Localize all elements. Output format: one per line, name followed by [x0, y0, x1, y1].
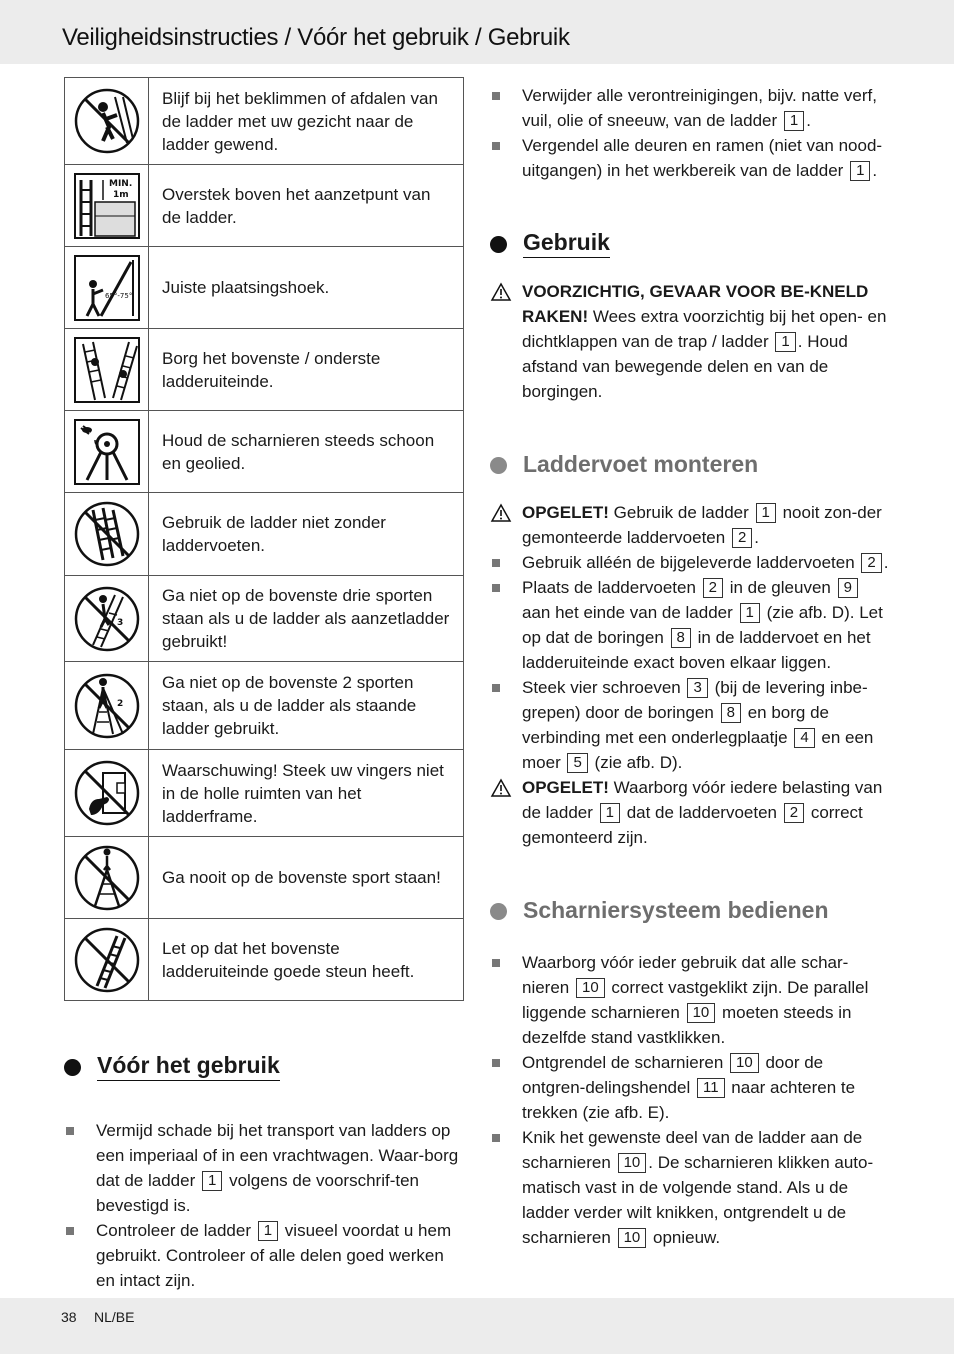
section-heading: Gebruik — [490, 227, 890, 261]
list-item: Knik het gewenste deel van de ladder aan de scharnieren 10 . De scharnieren klikken auto-matisch vast in de volgende stand. Als u de ladder verder wilt knikken, ontgrendelt u de scharnieren 10 opnieuw. — [490, 1125, 890, 1250]
safety-table — [64, 77, 464, 1001]
safety-row — [65, 247, 463, 329]
warning-block: OPGELET! Waarborg vóór iedere belasting van de ladder 1 dat de laddervoeten 2 correct gemonteerd zijn. — [490, 775, 890, 850]
warning-block: VOORZICHTIG, GEVAAR VOOR BE-KNELD RAKEN! Wees extra voorzichtig bij het open- en dichtklappen van de trap / ladder 1 . Houd afstand van bewegende delen en van de borgingen. — [490, 279, 890, 404]
overhang-icon — [65, 165, 149, 246]
part-ref: 3 — [687, 678, 707, 698]
angle-icon — [65, 247, 149, 328]
no-top-three-icon — [65, 576, 149, 661]
part-ref: 2 — [732, 528, 752, 548]
language-code: NL/BE — [94, 1309, 135, 1325]
list-item: Waarborg vóór ieder gebruik dat alle schar-nieren 10 correct vastgeklikt zijn. De parallel liggende scharnieren 10 moeten steeds in dezelfde stand vastklikken. — [490, 950, 890, 1050]
safety-text: Overstek boven het aanzetpunt van de ladder. — [162, 184, 431, 227]
svg-text:65°-75°: 65°-75° — [104, 291, 132, 300]
page-title: Veiligheidsinstructies / Vóór het gebruik / Gebruik — [62, 24, 570, 51]
safety-text: Let op dat het bovenste ladderuiteinde goede steun heeft. — [162, 938, 415, 981]
safety-text: Waarschuwing! Steek uw vingers niet in de holle ruimten van het ladderframe. — [162, 760, 444, 826]
part-ref: 1 — [740, 603, 760, 623]
svg-text:3: 3 — [116, 617, 123, 628]
no-top-two-icon — [65, 662, 149, 749]
section-heading: Vóór het gebruik — [64, 1050, 464, 1084]
part-ref: 10 — [618, 1153, 647, 1173]
part-ref: 5 — [567, 753, 587, 773]
part-ref: 2 — [861, 553, 881, 573]
no-top-step-icon — [65, 837, 149, 918]
part-ref: 10 — [730, 1053, 759, 1073]
safety-row — [65, 576, 463, 662]
safety-row — [65, 411, 463, 493]
safety-text: Juiste plaatsingshoek. — [162, 278, 330, 297]
list-item: Vergendel alle deuren en ramen (niet van nood-uitgangen) in het werkbereik van de ladder 1 . — [490, 133, 890, 183]
safety-row — [65, 165, 463, 247]
list-item: Ontgrendel de scharnieren 10 door de ontgren-delingshendel 11 naar achteren te trekken (zie afb. E). — [490, 1050, 890, 1125]
before-use-section — [64, 1050, 464, 1293]
bullet-dot-icon — [490, 457, 507, 474]
warning-triangle-icon — [490, 503, 512, 523]
safety-text: Houd de scharnieren steeds schoon en geolied. — [162, 430, 435, 473]
safety-row — [65, 750, 463, 837]
safety-row — [65, 329, 463, 411]
safety-text: Gebruik de ladder niet zonder laddervoeten. — [162, 513, 386, 555]
warning-triangle-icon — [490, 282, 512, 302]
svg-text:1m: 1m — [112, 189, 129, 200]
part-ref: 2 — [784, 803, 804, 823]
part-ref: 1 — [756, 503, 776, 523]
part-ref: 4 — [794, 728, 814, 748]
page-number: 38 — [61, 1309, 77, 1325]
safety-text: Blijf bij het beklimmen of afdalen van de ladder met uw gezicht naar de ladder gewend. — [162, 88, 438, 154]
svg-text:MIN.: MIN. — [108, 178, 132, 189]
list-item: Plaats de laddervoeten 2 in de gleuven 9 aan het einde van de ladder 1 (zie afb. D). Let op dat de boringen 8 in de laddervoet en het ladderuiteinde exact boven elkaar liggen. — [490, 575, 890, 675]
part-ref: 1 — [850, 161, 870, 181]
part-ref: 11 — [697, 1078, 725, 1098]
part-ref: 1 — [775, 332, 795, 352]
safety-text: Borg het bovenste / onderste ladderuiteinde. — [162, 348, 381, 391]
safety-row — [65, 837, 463, 919]
part-ref: 1 — [202, 1171, 222, 1191]
safety-text: Ga niet op de bovenste 2 sporten staan, als u de ladder als staande ladder gebruikt. — [162, 673, 417, 738]
secure-ends-icon — [65, 329, 149, 410]
list-item: Steek vier schroeven 3 (bij de levering inbe-grepen) door de boringen 8 en borg de verbinding met een onderlegplaatje 4 en een moer 5 (zie afb. D). — [490, 675, 890, 775]
bullet-dot-icon — [64, 1059, 81, 1076]
part-ref: 8 — [721, 703, 741, 723]
list-item: Gebruik alléén de bijgeleverde laddervoeten 2 . — [490, 550, 890, 575]
footer-bar — [0, 1298, 954, 1354]
bullet-dot-icon — [490, 903, 507, 920]
warning-triangle-icon — [490, 778, 512, 798]
part-ref: 2 — [703, 578, 723, 598]
part-ref: 10 — [576, 978, 605, 998]
list-item: Vermijd schade bij het transport van ladders op een imperiaal of in een vrachtwagen. Waar-borg dat de ladder 1 volgens de voorschrif-ten bevestigd is. — [64, 1118, 464, 1218]
hinge-oil-icon — [65, 411, 149, 492]
right-column — [490, 83, 890, 1250]
safety-row — [65, 662, 463, 750]
part-ref: 10 — [687, 1003, 716, 1023]
list-item: Verwijder alle verontreinigingen, bijv. natte verf, vuil, olie of sneeuw, van de ladder 1 . — [490, 83, 890, 133]
part-ref: 1 — [600, 803, 620, 823]
part-ref: 1 — [258, 1221, 278, 1241]
finger-warning-icon — [65, 750, 149, 836]
header-bar — [0, 0, 954, 64]
ladder-face-icon — [65, 78, 149, 164]
list-item: Controleer de ladder 1 visueel voordat u hem gebruikt. Controleer of alle delen goed werken en intact zijn. — [64, 1218, 464, 1293]
safety-text: Ga niet op de bovenste drie sporten staan als u de ladder als aanzetladder gebruikt! — [162, 586, 450, 651]
section-heading: Laddervoet monteren — [490, 448, 890, 482]
no-feet-icon — [65, 493, 149, 575]
part-ref: 1 — [784, 111, 804, 131]
safety-text: Ga nooit op de bovenste sport staan! — [162, 868, 441, 887]
part-ref: 10 — [618, 1228, 647, 1248]
safety-row — [65, 919, 463, 1000]
warning-block: OPGELET! Gebruik de ladder 1 nooit zon-der gemonteerde laddervoeten 2 . — [490, 500, 890, 550]
section-heading: Scharniersysteem bedienen — [490, 894, 890, 928]
safety-row — [65, 78, 463, 165]
bullet-dot-icon — [490, 236, 507, 253]
svg-text:2: 2 — [116, 698, 123, 709]
top-support-icon — [65, 919, 149, 1000]
safety-row — [65, 493, 463, 576]
part-ref: 8 — [671, 628, 691, 648]
part-ref: 9 — [838, 578, 858, 598]
